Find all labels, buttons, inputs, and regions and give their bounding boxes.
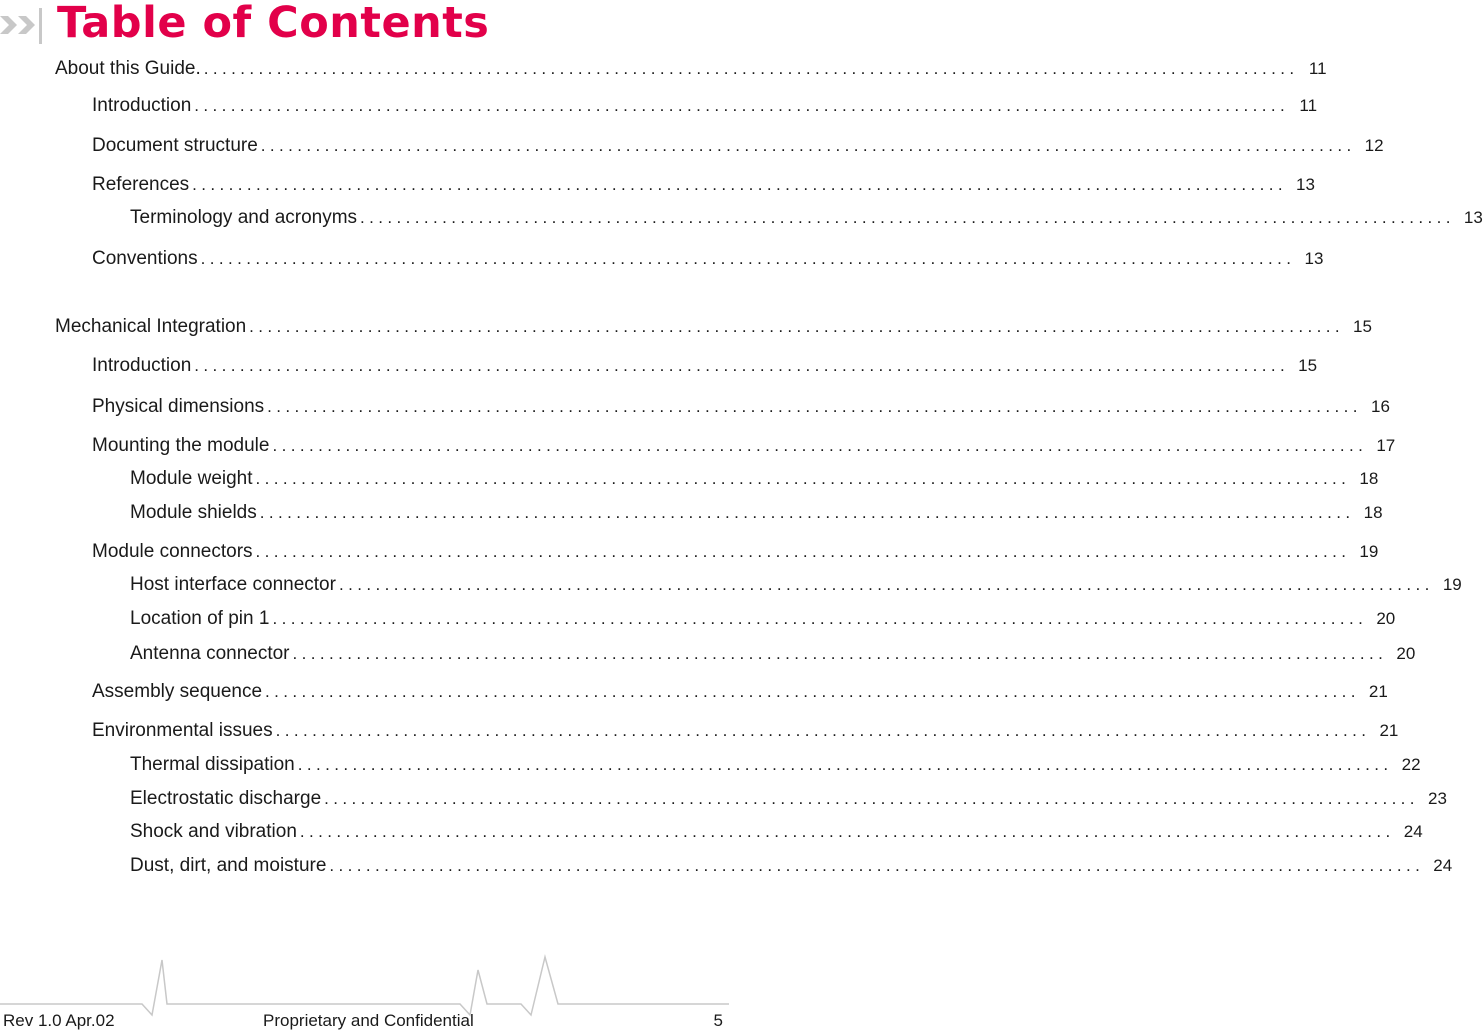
toc-entry[interactable] xyxy=(92,248,1324,270)
toc-entry-label: Environmental issues xyxy=(92,720,273,741)
dot-leader: ........................................................................................................................ xyxy=(292,644,1388,663)
dot-leader: ........................................................................................................................ xyxy=(297,755,1393,774)
dot-leader: ........................................................................................................................ xyxy=(324,789,1419,808)
toc-entry-page: 13 xyxy=(1463,208,1483,227)
toc-entry[interactable] xyxy=(92,435,1396,457)
toc-entry[interactable] xyxy=(130,502,1383,524)
toc-entry-label: Module weight xyxy=(130,468,253,489)
toc-entry-label: Module connectors xyxy=(92,541,253,562)
toc-entry[interactable] xyxy=(130,821,1423,843)
toc-entry-page: 19 xyxy=(1359,542,1379,561)
toc-entry[interactable] xyxy=(130,788,1447,810)
toc-entry-label: Mounting the module xyxy=(92,435,270,456)
dot-leader: ........................................................................................................................ xyxy=(249,317,1344,336)
toc-entry[interactable] xyxy=(130,608,1396,630)
toc-entry[interactable] xyxy=(92,681,1388,703)
toc-entry-page: 11 xyxy=(1299,96,1318,115)
toc-entry-page: 23 xyxy=(1428,789,1447,808)
dot-leader: ........................................................................................................................ xyxy=(265,682,1360,701)
dot-leader: ........................................................................................................................ xyxy=(267,397,1362,416)
toc-entry[interactable] xyxy=(130,468,1379,490)
toc-entry[interactable] xyxy=(55,316,1372,338)
toc-entry-label: Thermal dissipation xyxy=(130,754,295,775)
dot-leader: ........................................................................................................................ xyxy=(275,721,1371,740)
toc-entry-page: 18 xyxy=(1359,469,1379,488)
footer-revision: Rev 1.0 Apr.02 xyxy=(3,1011,115,1030)
toc-entry[interactable] xyxy=(130,855,1453,877)
toc-entry-label: Module shields xyxy=(130,502,257,523)
toc-entry-page: 13 xyxy=(1304,249,1324,268)
toc-entry-label: Introduction xyxy=(92,355,192,376)
toc-entry-page: 24 xyxy=(1433,856,1453,875)
toc-entry-label: Host interface connector xyxy=(130,574,336,595)
toc-entry-label: Document structure xyxy=(92,135,258,156)
toc-entry-label: Physical dimensions xyxy=(92,396,265,417)
dot-leader: ........................................................................................................................ xyxy=(194,356,1290,375)
dot-leader: ........................................................................................................................ xyxy=(329,856,1425,875)
toc-entry-page: 22 xyxy=(1401,755,1421,774)
dot-leader: ........................................................................................................................ xyxy=(192,175,1287,194)
dot-leader: ........................................................................................................................ xyxy=(203,59,1299,78)
toc-entry-page: 12 xyxy=(1364,136,1384,155)
toc-entry-label: Introduction xyxy=(92,95,192,116)
toc-entry[interactable] xyxy=(92,135,1384,157)
toc-entry[interactable] xyxy=(55,58,1327,80)
dot-leader: ........................................................................................................................ xyxy=(200,249,1296,268)
toc-entry-page: 20 xyxy=(1376,609,1396,628)
dot-leader: ........................................................................................................................ xyxy=(299,822,1395,841)
toc-entry[interactable] xyxy=(130,574,1462,596)
toc-entry-label: About this Guide. xyxy=(55,58,201,79)
dot-leader: ........................................................................................................................ xyxy=(360,208,1455,227)
toc-entry[interactable] xyxy=(92,174,1315,196)
dot-leader: ........................................................................................................................ xyxy=(272,609,1368,628)
toc-entry-page: 17 xyxy=(1376,436,1396,455)
page-title: Table of Contents xyxy=(57,0,490,48)
toc-entry[interactable] xyxy=(92,396,1390,418)
heartbeat-line-icon xyxy=(0,955,729,1015)
toc-entry-label: Assembly sequence xyxy=(92,681,263,702)
toc-entry-label: References xyxy=(92,174,190,195)
toc-entry-page: 24 xyxy=(1403,822,1423,841)
dot-leader: ........................................................................................................................ xyxy=(255,542,1351,561)
toc-entry[interactable] xyxy=(92,541,1379,563)
toc-entry-page: 16 xyxy=(1371,397,1390,416)
toc-entry[interactable] xyxy=(92,720,1399,742)
toc-entry-page: 15 xyxy=(1298,356,1318,375)
dot-leader: ........................................................................................................................ xyxy=(255,469,1351,488)
dot-leader: ........................................................................................................................ xyxy=(194,96,1290,115)
dot-leader: ........................................................................................................................ xyxy=(260,136,1356,155)
toc-entry[interactable] xyxy=(92,95,1318,117)
toc-entry-page: 21 xyxy=(1368,682,1388,701)
toc-entry-label: Electrostatic discharge xyxy=(130,788,322,809)
toc-entry-page: 13 xyxy=(1296,175,1315,194)
toc-entry-label: Location of pin 1 xyxy=(130,608,270,629)
toc-entry-page: 11 xyxy=(1308,59,1327,78)
dot-leader: ........................................................................................................................ xyxy=(272,436,1368,455)
toc-entry[interactable] xyxy=(130,643,1416,665)
chevron-logo-icon xyxy=(0,4,60,46)
toc-entry-page: 21 xyxy=(1379,721,1399,740)
toc-entry-page: 18 xyxy=(1363,503,1383,522)
footer-page-number: 5 xyxy=(713,1011,723,1030)
toc-entry-page: 20 xyxy=(1396,644,1416,663)
dot-leader: ........................................................................................................................ xyxy=(338,575,1434,594)
toc-entry-label: Shock and vibration xyxy=(130,821,297,842)
toc-entry-label: Antenna connector xyxy=(130,643,290,664)
toc-entry[interactable] xyxy=(130,207,1483,229)
toc-entry-label: Mechanical Integration xyxy=(55,316,247,337)
toc-entry-page: 15 xyxy=(1353,317,1372,336)
dot-leader: ........................................................................................................................ xyxy=(259,503,1355,522)
toc-entry[interactable] xyxy=(92,355,1318,377)
toc-entry-label: Conventions xyxy=(92,248,198,269)
footer-confidentiality: Proprietary and Confidential xyxy=(263,1011,474,1030)
toc-entry-page: 19 xyxy=(1442,575,1462,594)
toc-entry[interactable] xyxy=(130,754,1421,776)
toc-entry-label: Terminology and acronyms xyxy=(130,207,358,228)
toc-entry-label: Dust, dirt, and moisture xyxy=(130,855,327,876)
